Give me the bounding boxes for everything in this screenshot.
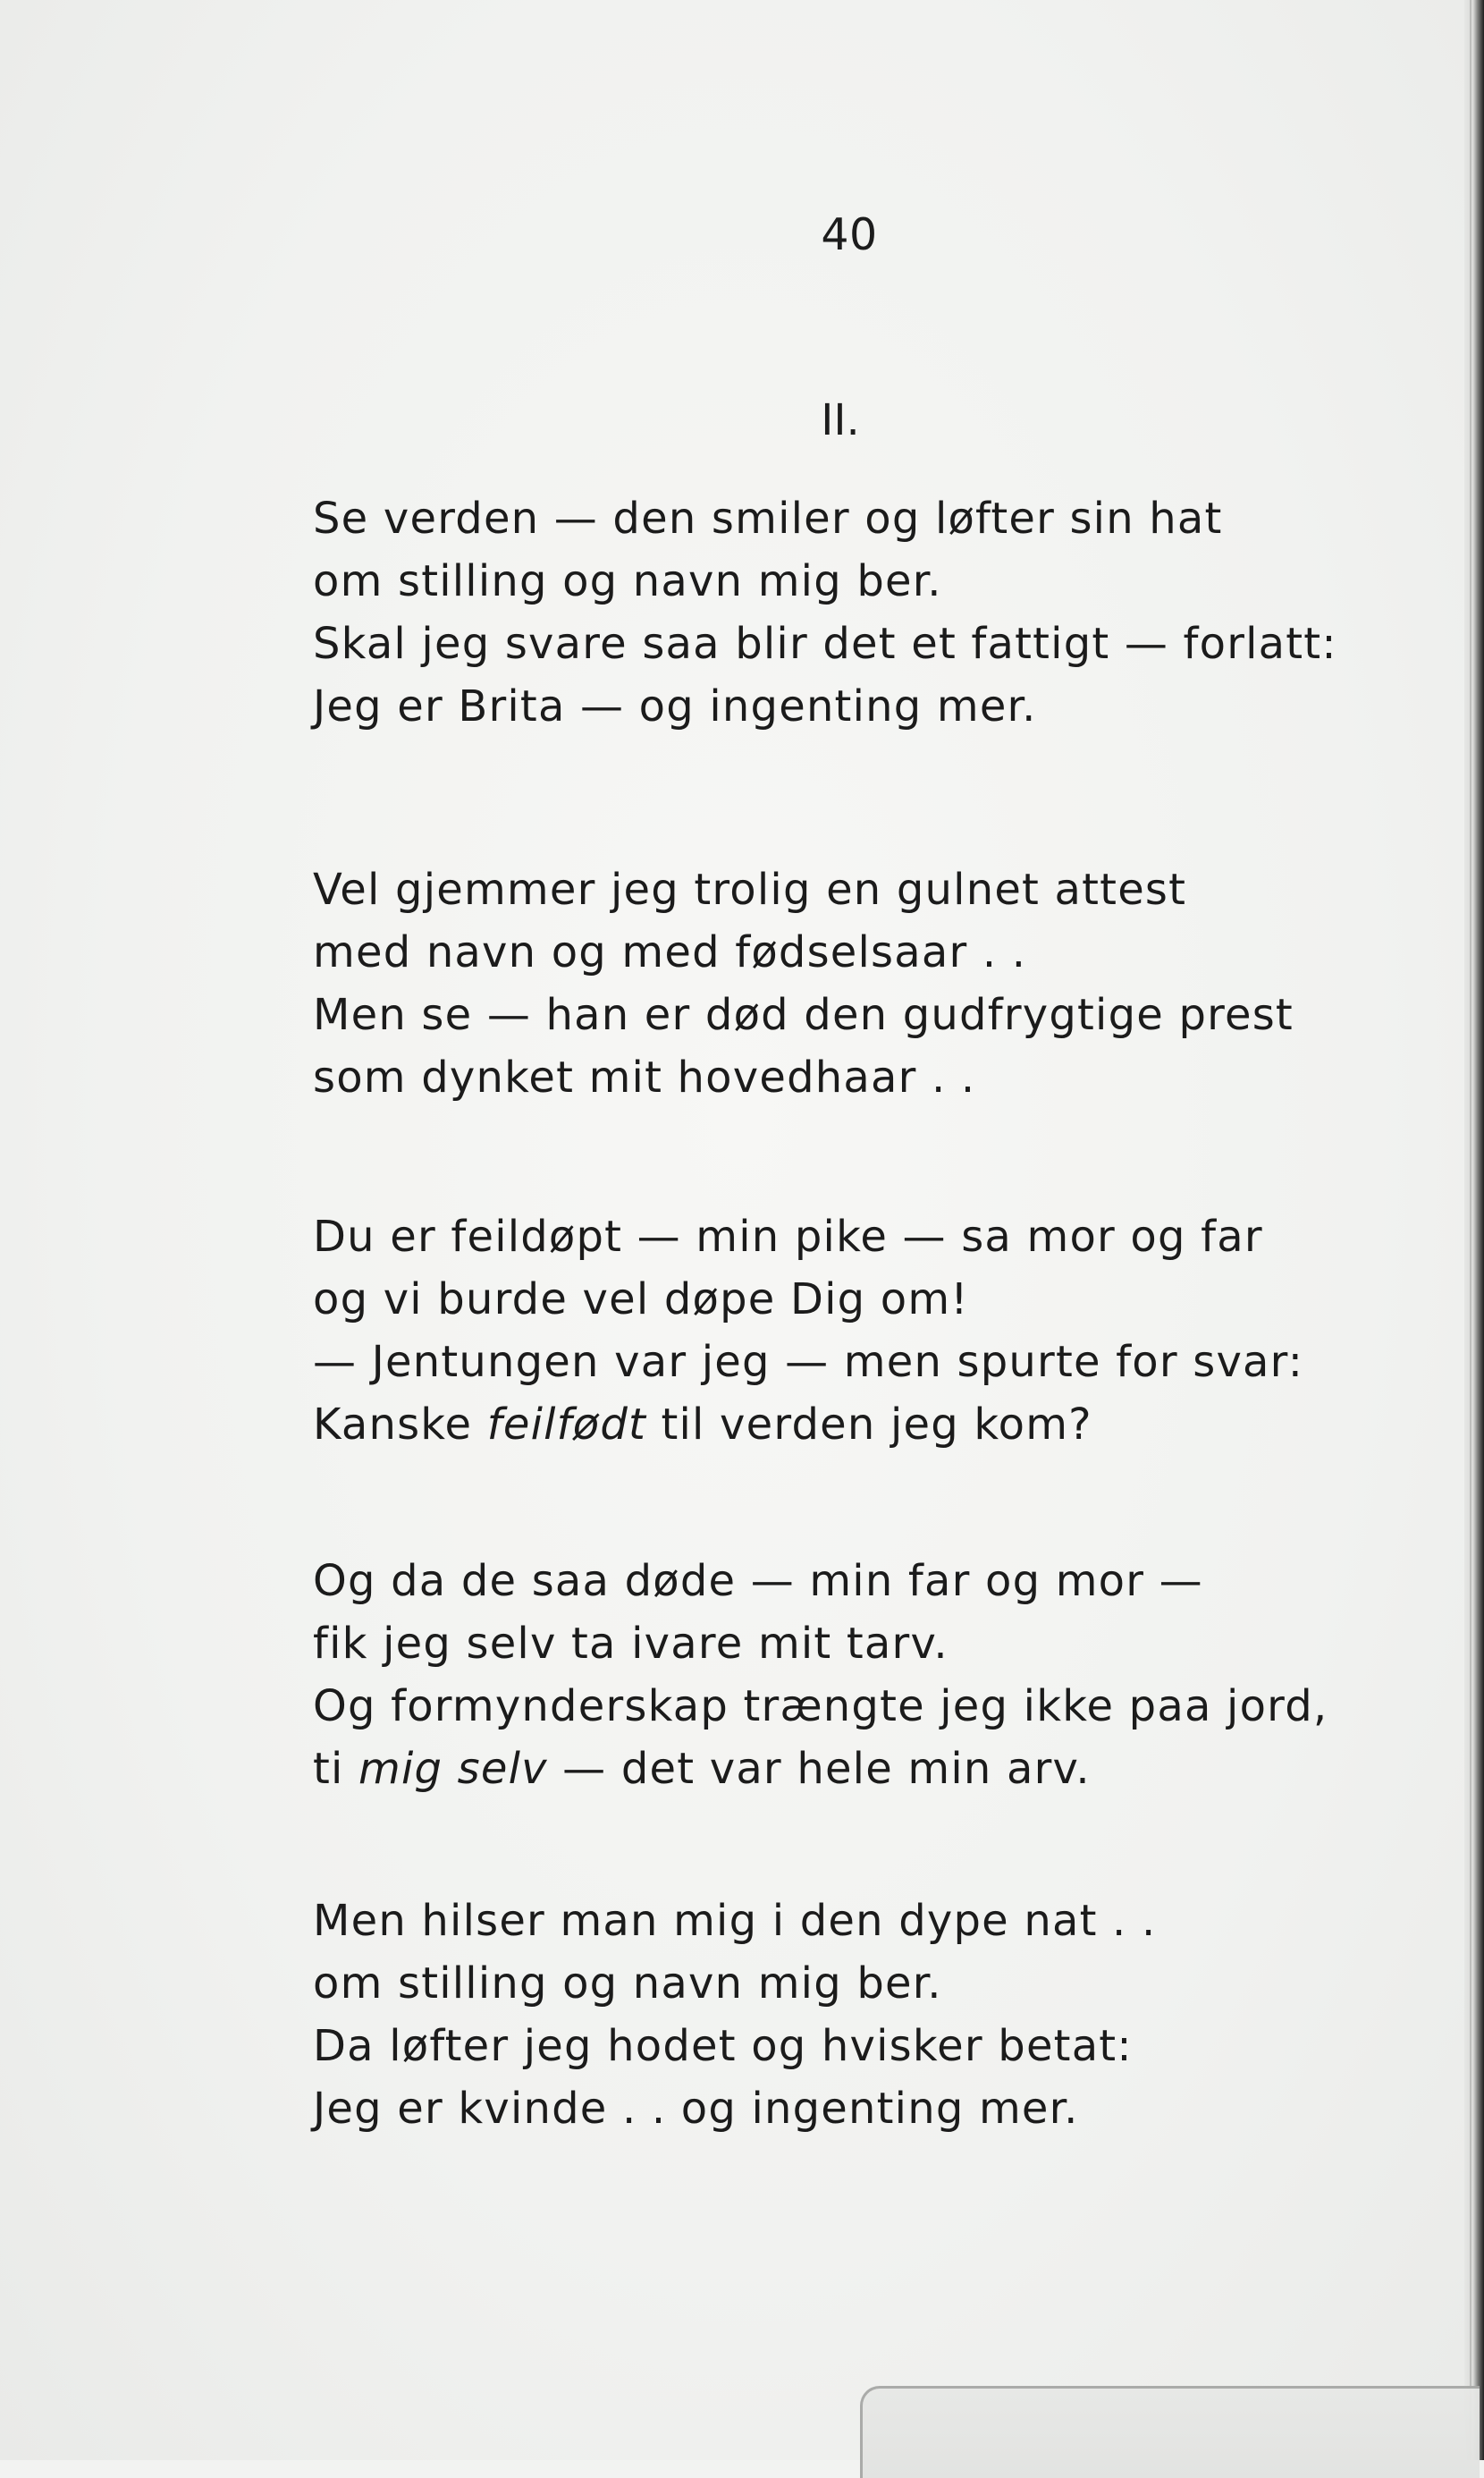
poem-line: Du er feildøpt — min pike — sa mor og far	[313, 1212, 1263, 1262]
poem-line: Skal jeg svare saa blir det et fattigt — forlatt:	[313, 619, 1337, 669]
italic-phrase: mig selv	[358, 1744, 548, 1794]
poem-line: og vi burde vel døpe Dig om!	[313, 1274, 969, 1324]
stanza-4	[313, 1550, 1386, 1800]
page-edge-line	[1470, 0, 1471, 2460]
poem-line: Men se — han er død den gudfrygtige prest	[313, 990, 1294, 1040]
section-number: II.	[821, 395, 860, 445]
stanza-5	[313, 1890, 1386, 2140]
poem-line: Og da de saa døde — min far og mor —	[313, 1556, 1203, 1606]
page-edge-shadow	[1464, 0, 1484, 2460]
poem-line: om stilling og navn mig ber.	[313, 1958, 942, 2009]
italic-word: feilfødt	[486, 1400, 647, 1450]
poem-line-with-italic	[313, 1738, 1386, 1800]
poem-line: Se verden — den smiler og løfter sin hat	[313, 494, 1223, 544]
poem-line: fik jeg selv ta ivare mit tarv.	[313, 1619, 949, 1669]
poem-line: Og formynderskap trængte jeg ikke paa jord,	[313, 1681, 1328, 1731]
stanza-1	[313, 487, 1386, 738]
poem-text: — det var hele min arv.	[547, 1744, 1091, 1794]
bottom-page-tab	[860, 2386, 1480, 2478]
poem-line: — Jentungen var jeg — men spurte for svar:	[313, 1337, 1304, 1387]
poem-text: ti	[313, 1744, 359, 1794]
poem-line: Jeg er kvinde . . og ingenting mer.	[313, 2084, 1079, 2134]
poem-line: Vel gjemmer jeg trolig en gulnet attest	[313, 865, 1187, 915]
stanza-2	[313, 858, 1386, 1109]
page-number: 40	[821, 209, 878, 260]
poem-text: til verden jeg kom?	[646, 1400, 1092, 1450]
stanza-3	[313, 1205, 1386, 1456]
poem-line: Men hilser man mig i den dype nat . .	[313, 1896, 1157, 1946]
poem-text: Kanske	[313, 1400, 487, 1450]
poem-line: med navn og med fødselsaar . .	[313, 927, 1027, 977]
poem-line: om stilling og navn mig ber.	[313, 556, 942, 606]
poem-line-with-italic	[313, 1393, 1386, 1456]
poem-line: Da løfter jeg hodet og hvisker betat:	[313, 2021, 1133, 2071]
poem-line: som dynket mit hovedhaar . .	[313, 1053, 976, 1103]
poem-line: Jeg er Brita — og ingenting mer.	[313, 681, 1037, 732]
